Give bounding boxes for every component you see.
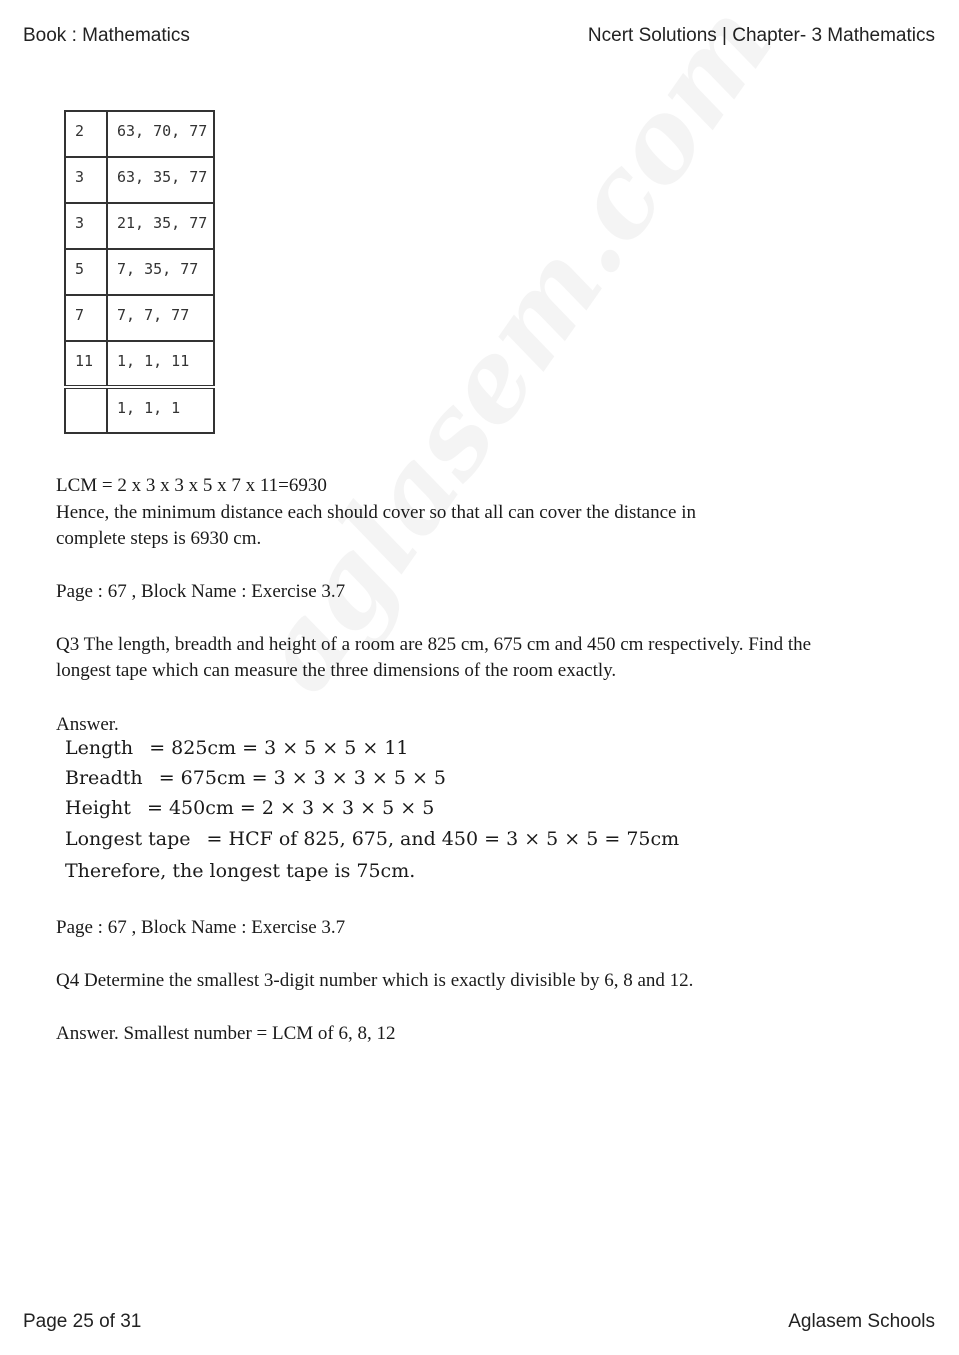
divisor-cell: 7	[65, 295, 107, 341]
height-expression: = 450cm = 2 × 3 × 3 × 5 × 5	[146, 797, 435, 819]
numbers-cell: 63, 35, 77	[107, 157, 214, 203]
header-chapter-title: Ncert Solutions | Chapter- 3 Mathematics	[587, 25, 935, 46]
divisor-cell: 3	[65, 157, 107, 203]
division-row	[65, 341, 214, 387]
division-table	[64, 110, 215, 434]
length-expression: = 825cm = 3 × 5 × 5 × 11	[149, 737, 409, 759]
divisor-cell: 5	[65, 249, 107, 295]
breadth-expression: = 675cm = 3 × 3 × 3 × 5 × 5	[158, 767, 447, 789]
header-book-title: Book : Mathematics	[23, 25, 190, 46]
division-row	[65, 203, 214, 249]
division-row	[65, 111, 214, 157]
hence-line-2: complete steps is 6930 cm.	[56, 528, 262, 549]
divisor-cell: 2	[65, 111, 107, 157]
watermark	[230, 0, 797, 714]
hence-line-1: Hence, the minimum distance each should cover so that all can cover the distance in	[56, 502, 696, 523]
math-height	[65, 797, 434, 819]
tape-expression: = HCF of 825, 675, and 450 = 3 × 5 × 5 = 75cm	[206, 828, 680, 850]
question-3-line-2: longest tape which can measure the three dimensions of the room exactly.	[56, 660, 617, 681]
division-row	[65, 157, 214, 203]
division-row	[65, 387, 214, 433]
divisor-cell	[65, 387, 107, 433]
answer-label: Answer.	[56, 714, 119, 735]
question-4-answer: Answer. Smallest number = LCM of 6, 8, 12	[56, 1023, 396, 1044]
tape-label: Longest tape	[65, 828, 191, 850]
numbers-cell: 1, 1, 11	[107, 341, 214, 387]
division-row	[65, 249, 214, 295]
divisor-cell: 3	[65, 203, 107, 249]
math-longest-tape	[65, 828, 679, 850]
numbers-cell: 7, 7, 77	[107, 295, 214, 341]
height-label: Height	[65, 797, 131, 819]
numbers-cell: 63, 70, 77	[107, 111, 214, 157]
math-therefore: Therefore, the longest tape is 75cm.	[65, 860, 416, 882]
length-label: Length	[65, 737, 134, 759]
numbers-cell: 1, 1, 1	[107, 387, 214, 433]
question-4: Q4 Determine the smallest 3-digit number which is exactly divisible by 6, 8 and 12.	[56, 970, 694, 991]
footer-page-number: Page 25 of 31	[23, 1311, 142, 1332]
divisor-cell: 11	[65, 341, 107, 387]
math-breadth	[65, 767, 446, 789]
question-3-line-1: Q3 The length, breadth and height of a room are 825 cm, 675 cm and 450 cm respectively. Find the	[56, 634, 812, 655]
numbers-cell: 7, 35, 77	[107, 249, 214, 295]
lcm-line: LCM = 2 x 3 x 3 x 5 x 7 x 11=6930	[56, 475, 327, 496]
math-length	[65, 737, 409, 759]
numbers-cell: 21, 35, 77	[107, 203, 214, 249]
footer-publisher: Aglasem Schools	[788, 1311, 935, 1332]
breadth-label: Breadth	[65, 767, 143, 789]
page-reference: Page : 67 , Block Name : Exercise 3.7	[56, 581, 346, 602]
page-reference-2: Page : 67 , Block Name : Exercise 3.7	[56, 917, 346, 938]
division-row	[65, 295, 214, 341]
